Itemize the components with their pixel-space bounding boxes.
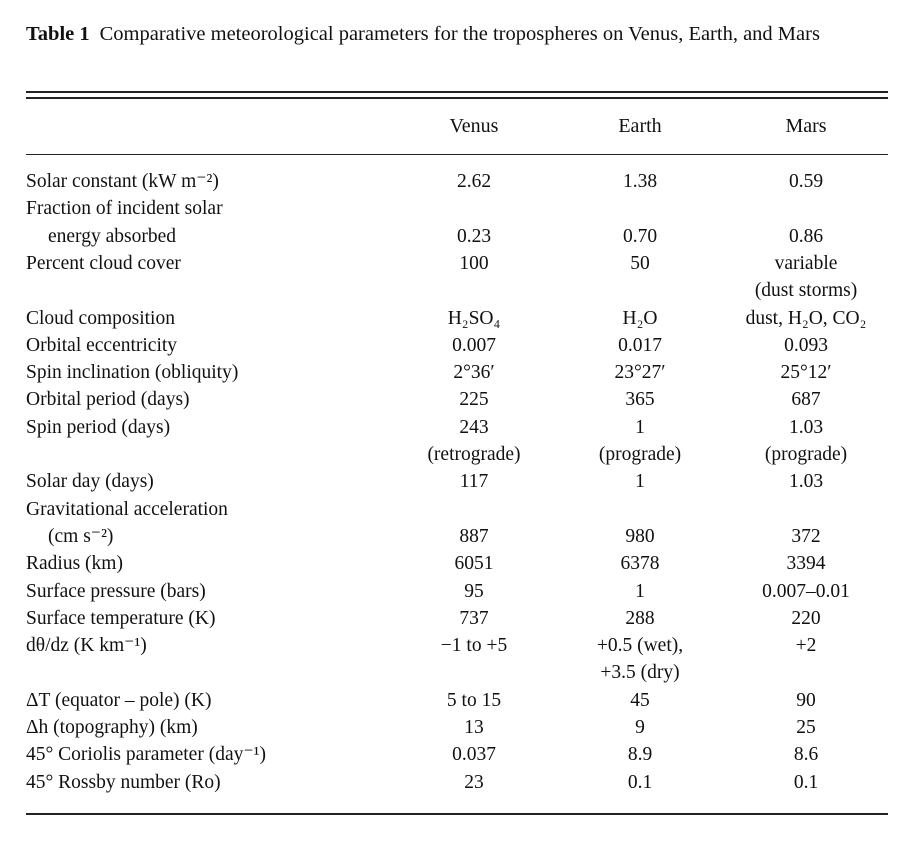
row-label: Surface temperature (K): [26, 607, 216, 629]
mars-value: 220: [791, 607, 821, 629]
row-label: ΔT (equator – pole) (K): [26, 689, 212, 711]
venus-value: (retrograde): [427, 444, 521, 465]
venus-value: 13: [464, 717, 484, 738]
header-rule: [26, 154, 888, 155]
earth-value: 1.38: [622, 171, 658, 192]
mars-value: (prograde): [764, 444, 848, 465]
top-rule-1: [26, 91, 888, 93]
row-label: Radius (km): [26, 553, 123, 575]
row-label: Gravitational acceleration: [26, 498, 228, 520]
earth-value: 9: [635, 717, 645, 738]
row-label: Spin inclination (obliquity): [26, 362, 239, 384]
earth-value: 50: [630, 252, 650, 274]
earth-value: 6378: [620, 553, 660, 575]
mars-value: 687: [791, 389, 821, 411]
table-caption: [26, 20, 892, 49]
earth-value: 288: [625, 607, 655, 629]
mars-value: 90: [796, 689, 816, 711]
earth-value: +3.5 (dry): [600, 662, 680, 684]
earth-value: 1: [635, 471, 645, 493]
earth-value: 980: [625, 525, 655, 547]
mars-value: 3394: [786, 553, 826, 575]
venus-value: −1 to +5: [440, 635, 508, 657]
earth-value: 0.70: [622, 225, 658, 247]
venus-value: 95: [464, 580, 484, 602]
earth-value: (prograde): [598, 444, 682, 465]
venus-value: 6051: [454, 553, 494, 575]
venus-value: 0.037: [452, 744, 496, 766]
earth-value: 0.1: [627, 771, 653, 793]
earth-value: 0.017: [618, 334, 662, 356]
row-label: Orbital eccentricity: [26, 334, 178, 356]
caption-text: Comparative meteorological parameters for the tropospheres on Venus, Earth, and Mars: [99, 23, 820, 45]
row-label: Surface pressure (bars): [26, 580, 206, 602]
venus-value: 23: [464, 771, 484, 793]
row-label: Solar constant (kW m⁻²): [26, 171, 219, 192]
mars-value: 372: [791, 525, 821, 547]
row-label: Fraction of incident solar: [26, 198, 223, 220]
earth-value: 45: [630, 689, 650, 711]
mars-value: +2: [795, 635, 817, 657]
row-label: energy absorbed: [48, 225, 176, 247]
venus-value: 100: [459, 252, 489, 274]
mars-value: 0.1: [793, 771, 819, 793]
earth-value: 23°27′: [614, 362, 666, 384]
mars-value: dust, H₂O, CO₂: [745, 307, 867, 329]
mars-value: 1.03: [788, 471, 824, 493]
venus-value: 2.62: [456, 171, 492, 192]
row-label: Orbital period (days): [26, 389, 190, 411]
top-rule-2: [26, 97, 888, 99]
row-label: Δh (topography) (km): [26, 717, 198, 738]
earth-value: 1: [635, 580, 645, 602]
row-label: (cm s⁻²): [48, 525, 114, 547]
venus-value: 5 to 15: [446, 689, 502, 711]
row-label: 45° Coriolis parameter (day⁻¹): [26, 744, 266, 766]
row-label: 45° Rossby number (Ro): [26, 771, 221, 793]
earth-value: 8.9: [627, 744, 653, 766]
header-mars: Mars: [785, 115, 827, 137]
mars-value: 0.007–0.01: [762, 580, 850, 602]
earth-value: +0.5 (wet),: [596, 635, 684, 657]
mars-value: variable: [774, 252, 838, 274]
venus-value: 225: [459, 389, 489, 411]
table-label: Table 1: [26, 23, 90, 45]
mars-value: 25°12′: [780, 362, 832, 384]
mars-value: 0.86: [788, 225, 824, 247]
mars-value: 25: [796, 717, 816, 738]
row-label: Solar day (days): [26, 471, 154, 493]
row-label: dθ/dz (K km⁻¹): [26, 635, 147, 657]
mars-value: 0.093: [784, 334, 828, 356]
earth-value: 1: [635, 416, 645, 438]
venus-value: 737: [459, 607, 489, 629]
row-label: Spin period (days): [26, 416, 171, 438]
mars-value: 1.03: [788, 416, 824, 438]
earth-value: 365: [625, 389, 655, 411]
venus-value: 0.007: [452, 334, 496, 356]
row-label: Percent cloud cover: [26, 252, 181, 274]
venus-value: 887: [459, 525, 489, 547]
earth-value: H₂O: [622, 307, 658, 329]
venus-value: 2°36′: [453, 362, 495, 384]
mars-value: (dust storms): [754, 280, 858, 302]
header-earth: Earth: [618, 115, 662, 137]
venus-value: 117: [459, 471, 489, 493]
row-label: Cloud composition: [26, 307, 175, 329]
bottom-rule: [26, 813, 888, 815]
venus-value: H₂SO₄: [447, 307, 501, 329]
header-venus: Venus: [449, 115, 499, 137]
venus-value: 0.23: [456, 225, 492, 247]
mars-value: 0.59: [788, 171, 824, 192]
venus-value: 243: [459, 416, 489, 438]
mars-value: 8.6: [793, 744, 819, 766]
